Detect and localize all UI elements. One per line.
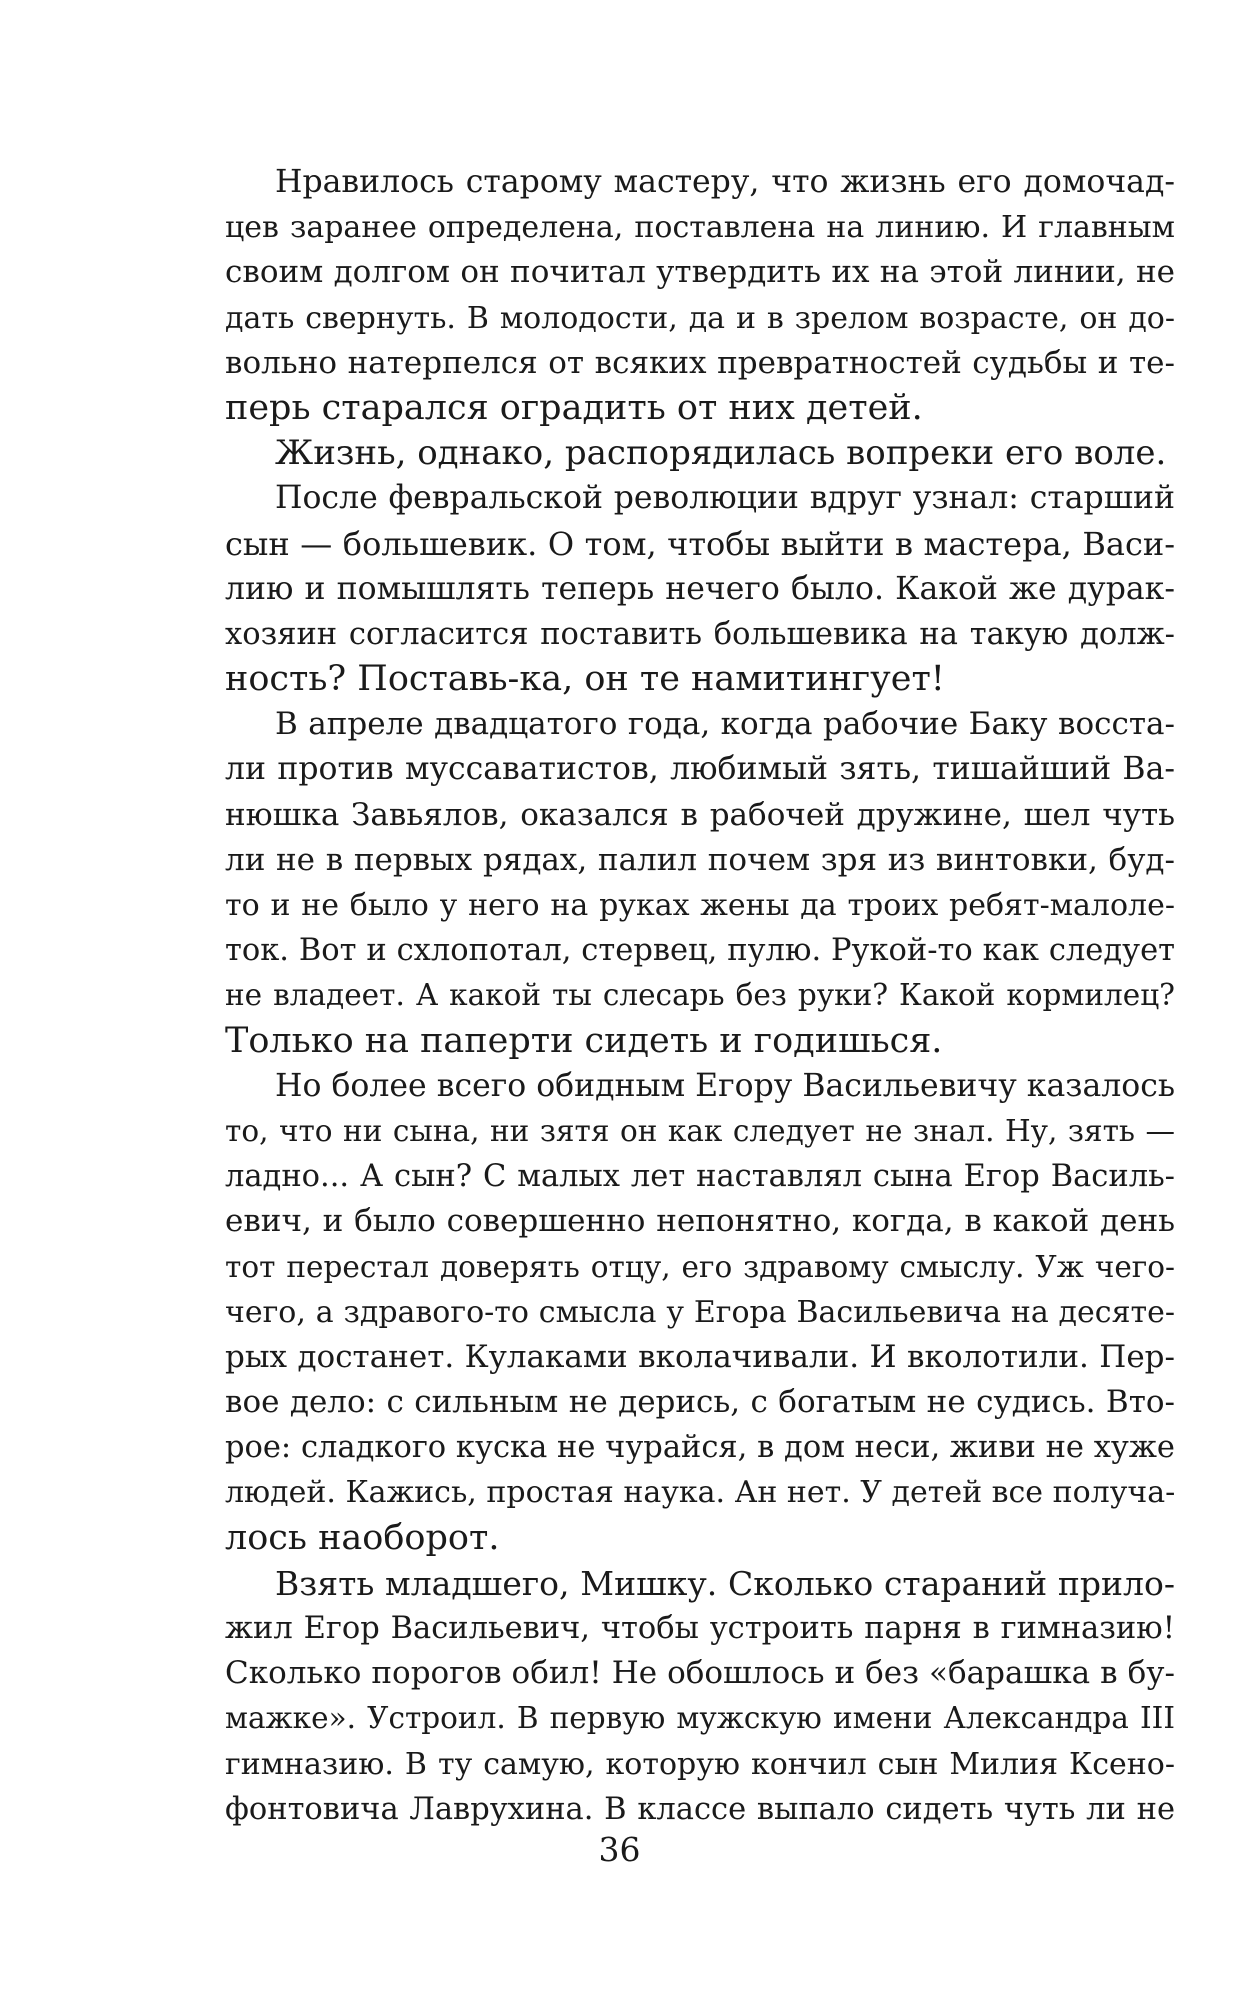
text-line: жил Егор Васильевич, чтобы устроить парня в гимназию! [225, 1611, 1175, 1646]
text-line: ток. Вот и схлопотал, стервец, пулю. Рукой-то как следует [225, 933, 1175, 969]
text-line: ладно... А сын? С малых лет наставлял сына Егор Василь- [225, 1159, 1175, 1195]
paragraph [225, 1064, 1175, 1561]
text-line: Сколько порогов обил! Не обошлось и без «барашка в бу- [225, 1655, 1175, 1692]
text-line: евич, и было совершенно непонятно, когда, в какой день [225, 1203, 1175, 1240]
text-line: После февральской революции вдруг узнал: старший [275, 480, 1175, 517]
text-line: лию и помышлять теперь нечего было. Какой же дурак- [225, 570, 1175, 607]
text-line: чего, а здравого-то смысла у Егора Васильевича на десяте- [225, 1294, 1175, 1330]
text-line: тот перестал доверять отцу, его здравому смыслу. Уж чего- [225, 1249, 1175, 1284]
text-line: то, что ни сына, ни зятя он как следует не знал. Ну, зять — [225, 1113, 1175, 1148]
text-line: Только на паперти сидеть и годишься. [225, 1020, 943, 1061]
text-line: ность? Поставь-ка, он те намитингует! [225, 659, 945, 700]
text-line: нюшка Завьялов, оказался в рабочей дружине, шел чуть [225, 796, 1175, 833]
text-line: дать свернуть. В молодости, да и в зрелом возрасте, он до- [225, 300, 1175, 336]
text-line: лось наоборот. [225, 1517, 500, 1558]
text-line: вое дело: с сильным не дерись, с богатым не судись. Вто- [225, 1384, 1175, 1421]
paragraph [225, 431, 1175, 476]
text-line: ли против муссаватистов, любимый зять, тишайший Ва- [225, 751, 1175, 788]
text-line: хозяин согласится поставить большевика на такую долж- [225, 616, 1175, 652]
body-text [225, 160, 1175, 1832]
paragraph [225, 702, 1175, 1064]
paragraph [225, 1561, 1175, 1832]
text-line: В апреле двадцатого года, когда рабочие Баку восста- [275, 706, 1175, 743]
text-line: сын — большевик. О том, чтобы выйти в мастера, Васи- [225, 524, 1175, 563]
text-line: вольно натерпелся от всяких превратностей судьбы и те- [225, 344, 1175, 381]
text-line: Взять младшего, Мишку. Сколько стараний прило- [275, 1563, 1175, 1603]
text-line: рое: сладкого куска не чурайся, в дом неси, живи не хуже [225, 1430, 1175, 1466]
text-line: Но более всего обидным Егору Васильевичу казалось [275, 1067, 1175, 1104]
text-line: людей. Кажись, простая наука. Ан нет. У детей все получа- [225, 1475, 1176, 1511]
text-line: мажке». Устроил. В первую мужскую имени Александра III [225, 1701, 1175, 1736]
text-line: то и не было у него на руках жены да троих ребят-малоле- [225, 888, 1175, 923]
text-line: Жизнь, однако, распорядилась вопреки его воле. [275, 433, 1167, 474]
paragraph [225, 476, 1175, 702]
text-line: рых достанет. Кулаками вколачивали. И вколотили. Пер- [225, 1338, 1175, 1375]
text-line: гимназию. В ту самую, которую кончил сын Милия Ксено- [225, 1746, 1175, 1782]
paragraph [225, 160, 1175, 431]
text-line: перь старался оградить от них детей. [225, 387, 923, 428]
text-line: ли не в первых рядах, палил почем зря из винтовки, буд- [225, 841, 1175, 878]
text-line: Нравилось старому мастеру, что жизнь его домочад- [275, 164, 1175, 200]
text-line: фонтовича Лаврухина. В классе выпало сидеть чуть ли не [225, 1791, 1175, 1827]
text-line: не владеет. А какой ты слесарь без руки? Какой кормилец? [225, 978, 1175, 1013]
page-number: 36 [598, 1830, 641, 1869]
text-line: своим долгом он почитал утвердить их на этой линии, не [225, 254, 1175, 291]
text-line: цев заранее определена, поставлена на линию. И главным [225, 210, 1175, 246]
